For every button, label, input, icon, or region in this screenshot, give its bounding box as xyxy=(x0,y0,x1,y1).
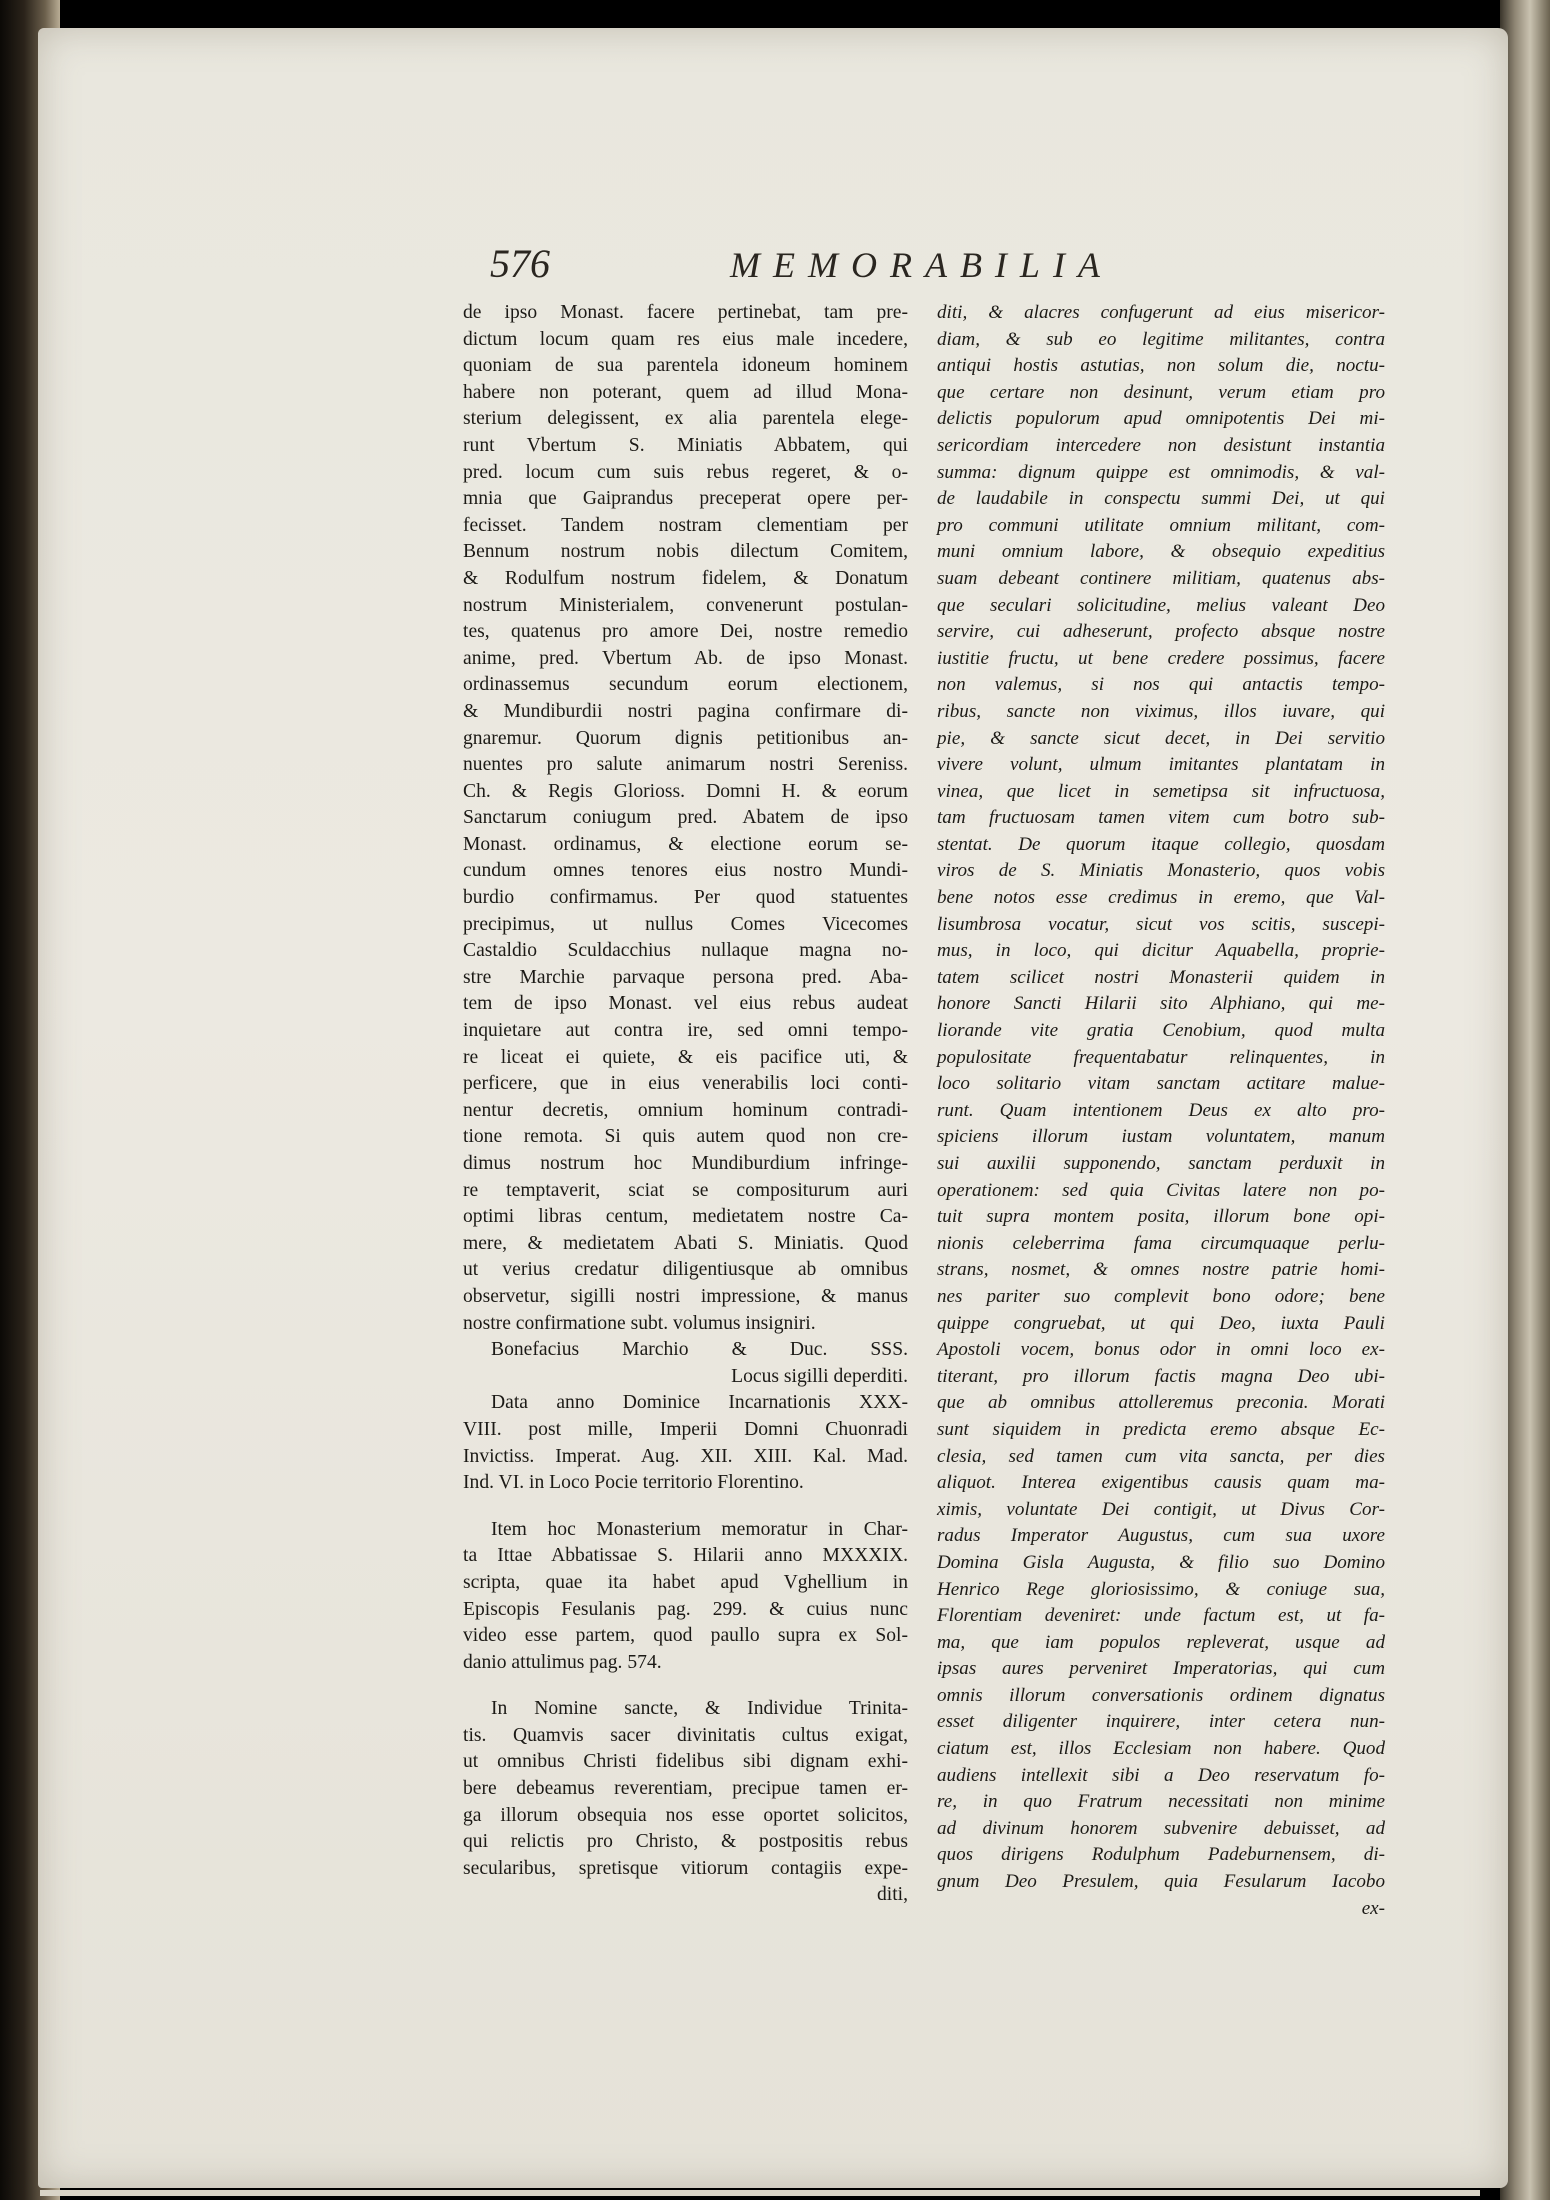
text-line: tem de ipso Monast. vel eius rebus audeat xyxy=(463,993,908,1015)
text-line: Locus sigilli deperditi. xyxy=(731,1365,908,1387)
text-line: gnum Deo Presulem, quia Fesularum Iacobo xyxy=(937,1871,1385,1893)
text-line: viros de S. Miniatis Monasterio, quos vobis xyxy=(937,860,1385,882)
text-line: ribus, sancte non viximus, illos iuvare, qui xyxy=(937,700,1385,722)
text-line: Castaldio Sculdacchius nullaque magna no- xyxy=(463,940,908,962)
text-line: ciatum est, illos Ecclesiam non habere. Quod xyxy=(937,1738,1385,1760)
text-line: nostre confirmatione subt. volumus insigniri. xyxy=(463,1312,816,1334)
text-line: sterium delegissent, ex alia parentela elege- xyxy=(463,408,908,430)
text-line: tione remota. Si quis autem quod non cre- xyxy=(463,1126,908,1148)
page-number: 576 xyxy=(490,241,550,286)
text-line: Sanctarum coniugum pred. Abatem de ipso xyxy=(463,807,908,829)
text-line: honore Sancti Hilarii sito Alphiano, qui me- xyxy=(937,993,1385,1015)
left-text-column xyxy=(463,300,908,1909)
text-line: re temptaverit, sciat se compositurum auri xyxy=(463,1179,908,1201)
text-line: ga illorum obsequia nos esse oportet solicitos, xyxy=(463,1804,908,1826)
text-line: quoniam de sua parentela idoneum hominem xyxy=(463,355,908,377)
text-line: sericordiam intercedere non desistunt instantia xyxy=(937,434,1385,456)
text-line: stentat. De quorum itaque collegio, quosdam xyxy=(937,833,1385,855)
text-line: esset diligenter inquirere, inter cetera nun- xyxy=(937,1711,1385,1733)
text-line: clesia, sed tamen cum vita sancta, per dies xyxy=(937,1445,1385,1467)
text-line: nuentes pro salute animarum nostri Sereniss. xyxy=(463,754,908,776)
text-line: fecisset. Tandem nostram clementiam per xyxy=(463,514,908,536)
text-line: inquietare aut contra ire, sed omni tempo- xyxy=(463,1020,908,1042)
text-line: dictum locum quam res eius male incedere, xyxy=(463,328,908,350)
text-line: diam, & sub eo legitime militantes, contra xyxy=(937,328,1385,350)
text-line: perficere, que in eius venerabilis loci conti- xyxy=(463,1073,908,1095)
text-line: precipimus, ut nullus Comes Vicecomes xyxy=(463,913,908,935)
text-line: & Rodulfum nostrum fidelem, & Donatum xyxy=(463,567,908,589)
text-line: iustitie fructu, ut bene credere possimus, facere xyxy=(937,647,1385,669)
running-head xyxy=(490,240,1170,300)
text-line: nentur decretis, omnium hominum contradi- xyxy=(463,1099,908,1121)
text-line: antiqui hostis astutias, non solum die, noctu- xyxy=(937,355,1385,377)
text-line: Bennum nostrum nobis dilectum Comitem, xyxy=(463,541,908,563)
text-line: diti, & alacres confugerunt ad eius misericor- xyxy=(937,302,1385,323)
right-text-column xyxy=(937,300,1385,1922)
text-line: Florentiam deveniret: unde factum est, ut fa- xyxy=(937,1605,1385,1627)
text-line: Henrico Rege gloriosissimo, & coniuge sua, xyxy=(937,1578,1385,1600)
text-line: cundum omnes tenores eius nostro Mundi- xyxy=(463,860,908,882)
text-line: nostrum Ministerialem, convenerunt postulan- xyxy=(463,594,908,616)
text-line: ad divinum honorem subvenire debuisset, ad xyxy=(937,1817,1385,1839)
text-line: mere, & medietatem Abati S. Miniatis. Quod xyxy=(463,1232,908,1254)
text-line: summa: dignum quippe est omnimodis, & val- xyxy=(937,461,1385,483)
text-line: Domina Gisla Augusta, & filio suo Domino xyxy=(937,1551,1385,1573)
text-line: ordinassemus secundum eorum electionem, xyxy=(463,674,908,696)
text-line: gnaremur. Quorum dignis petitionibus an- xyxy=(463,727,908,749)
text-line: que certare non desinunt, verum etiam pro xyxy=(937,381,1385,403)
text-line: qui relictis pro Christo, & postpositis rebus xyxy=(463,1831,908,1853)
text-line: habere non poterant, quem ad illud Mona- xyxy=(463,381,908,403)
text-line: muni omnium labore, & obsequio expeditius xyxy=(937,541,1385,563)
text-line: suam debeant continere militiam, quatenus abs- xyxy=(937,567,1385,589)
text-line: Ind. VI. in Loco Pocie territorio Florentino. xyxy=(463,1472,804,1494)
text-line: Bonefacius Marchio & Duc. SSS. xyxy=(491,1339,908,1361)
text-line: spiciens illorum iustam voluntatem, manum xyxy=(937,1126,1385,1148)
text-line: stre Marchie parvaque persona pred. Aba- xyxy=(463,966,908,988)
text-line: ut omnibus Christi fidelibus sibi dignam exhi- xyxy=(463,1751,908,1773)
text-line: populositate frequentabatur relinquentes, in xyxy=(937,1046,1385,1068)
paragraph-gap xyxy=(463,1676,908,1696)
text-line: vinea, que licet in semetipsa sit infructuosa, xyxy=(937,780,1385,802)
text-line: & Mundiburdii nostri pagina confirmare di- xyxy=(463,700,908,722)
text-line: de ipso Monast. facere pertinebat, tam pre- xyxy=(463,302,908,323)
text-line: vivere volunt, ulmum imitantes plantatam in xyxy=(937,754,1385,776)
text-line: strans, nosmet, & omnes nostre patrie homi- xyxy=(937,1259,1385,1281)
text-line: video esse partem, quod paullo supra ex Sol- xyxy=(463,1625,908,1647)
text-line: runt Vbertum S. Miniatis Abbatem, qui xyxy=(463,434,908,456)
text-line: pro communi utilitate omnium militant, com- xyxy=(937,514,1385,536)
text-line: liorande vite gratia Cenobium, quod multa xyxy=(937,1020,1385,1042)
text-line: pie, & sancte sicut decet, in Dei servitio xyxy=(937,727,1385,749)
text-line: Ch. & Regis Glorioss. Domni H. & eorum xyxy=(463,780,908,802)
text-line: sui auxilii supponendo, sanctam perduxit in xyxy=(937,1153,1385,1174)
text-line: ipsas aures perveniret Imperatorias, qui cum xyxy=(937,1658,1385,1680)
text-line: anime, pred. Vbertum Ab. de ipso Monast. xyxy=(463,647,908,669)
text-line: non valemus, si nos qui antactis tempo- xyxy=(937,674,1385,696)
text-line: VIII. post mille, Imperii Domni Chuonradi xyxy=(463,1418,908,1440)
text-line: ut verius credatur diligentiusque ab omnibus xyxy=(463,1259,908,1281)
text-line: Invictiss. Imperat. Aug. XII. XIII. Kal. Mad. xyxy=(463,1445,908,1467)
text-line: diti, xyxy=(876,1884,908,1906)
text-line: delictis populorum apud omnipotentis Dei mi- xyxy=(937,408,1385,430)
text-line: tam fructuosam tamen vitem cum botro sub- xyxy=(937,807,1385,829)
text-line: quippe congruebat, ut qui Deo, iuxta Pauli xyxy=(937,1312,1385,1334)
text-line: re liceat ei quiete, & eis pacifice uti, & xyxy=(463,1046,908,1068)
text-line: que seculari solicitudine, melius valeant Deo xyxy=(937,594,1385,616)
text-line: nes pariter suo complevit bono odore; bene xyxy=(937,1285,1385,1307)
text-line: ta Ittae Abbatissae S. Hilarii anno MXXXIX. xyxy=(463,1545,908,1567)
text-line: pred. locum cum suis rebus regeret, & o- xyxy=(463,461,908,483)
text-line: observetur, sigilli nostri impressione, & manus xyxy=(463,1285,908,1307)
text-line: quos dirigens Rodulphum Padeburnensem, di- xyxy=(937,1844,1385,1866)
text-line: nionis celeberrima fama circumquaque perlu- xyxy=(937,1232,1385,1254)
text-line: omnis illorum conversationis ordinem dignatus xyxy=(937,1684,1385,1706)
text-line: loco solitario vitam sanctam actitare malue- xyxy=(937,1073,1385,1095)
text-line: que ab omnibus attolleremus preconia. Morati xyxy=(937,1392,1385,1414)
page-title: MEMORABILIA xyxy=(730,245,1113,285)
text-line: bene notos esse credimus in eremo, que Val- xyxy=(937,887,1385,909)
text-line: secularibus, spretisque vitiorum contagiis expe- xyxy=(463,1857,908,1879)
text-line: mnia que Gaiprandus preceperat opere per- xyxy=(463,488,908,510)
text-line: titerant, pro illorum factis magna Deo ubi- xyxy=(937,1365,1385,1387)
text-line: tuit supra montem posita, illorum bone opi- xyxy=(937,1206,1385,1228)
text-line: Episcopis Fesulanis pag. 299. & cuius nunc xyxy=(463,1598,908,1620)
text-line: re, in quo Fratrum necessitati non minime xyxy=(937,1791,1385,1813)
text-line: Apostoli vocem, bonus odor in omni loco ex- xyxy=(937,1339,1385,1361)
text-line: audiens intellexit sibi a Deo reservatum fo- xyxy=(937,1764,1385,1786)
text-line: In Nomine sancte, & Individue Trinita- xyxy=(491,1698,908,1720)
text-line: optimi libras centum, medietatem nostre Ca- xyxy=(463,1206,908,1228)
text-line: Data anno Dominice Incarnationis XXX- xyxy=(491,1392,908,1414)
text-line: servire, cui adheserunt, profecto absque nostre xyxy=(937,621,1385,643)
text-line: ximis, voluntate Dei contigit, ut Divus Cor- xyxy=(937,1498,1385,1520)
text-line: radus Imperator Augustus, cum sua uxore xyxy=(937,1525,1385,1547)
text-line: runt. Quam intentionem Deus ex alto pro- xyxy=(937,1099,1385,1121)
text-line: ex- xyxy=(1361,1897,1385,1919)
text-line: bere debeamus reverentiam, precipue tamen er- xyxy=(463,1778,908,1800)
text-line: burdio confirmamus. Per quod statuentes xyxy=(463,887,908,909)
text-line: aliquot. Interea exigentibus causis quam ma- xyxy=(937,1472,1385,1494)
text-line: sunt siquidem in predicta eremo absque Ec- xyxy=(937,1418,1385,1440)
text-line: Item hoc Monasterium memoratur in Char- xyxy=(491,1518,908,1540)
text-line: danio attulimus pag. 574. xyxy=(463,1651,662,1673)
text-line: tatem scilicet nostri Monasterii quidem in xyxy=(937,966,1385,988)
text-line: mus, in loco, qui dicitur Aquabella, proprie- xyxy=(937,940,1385,962)
text-line: de laudabile in conspectu summi Dei, ut qui xyxy=(937,488,1385,510)
text-line: tes, quatenus pro amore Dei, nostre remedio xyxy=(463,621,908,643)
text-line: Monast. ordinamus, & electione eorum se- xyxy=(463,833,908,855)
text-line: dimus nostrum hoc Mundiburdium infringe- xyxy=(463,1153,908,1174)
text-line: scripta, quae ita habet apud Vghellium in xyxy=(463,1571,908,1593)
text-line: operationem: sed quia Civitas latere non po- xyxy=(937,1179,1385,1201)
paragraph-gap xyxy=(463,1497,908,1517)
text-line: ma, que iam populos repleverat, usque ad xyxy=(937,1631,1385,1653)
text-line: tis. Quamvis sacer divinitatis cultus exigat, xyxy=(463,1724,908,1746)
text-line: lisumbrosa vocatur, sicut vos scitis, suscepi- xyxy=(937,913,1385,935)
